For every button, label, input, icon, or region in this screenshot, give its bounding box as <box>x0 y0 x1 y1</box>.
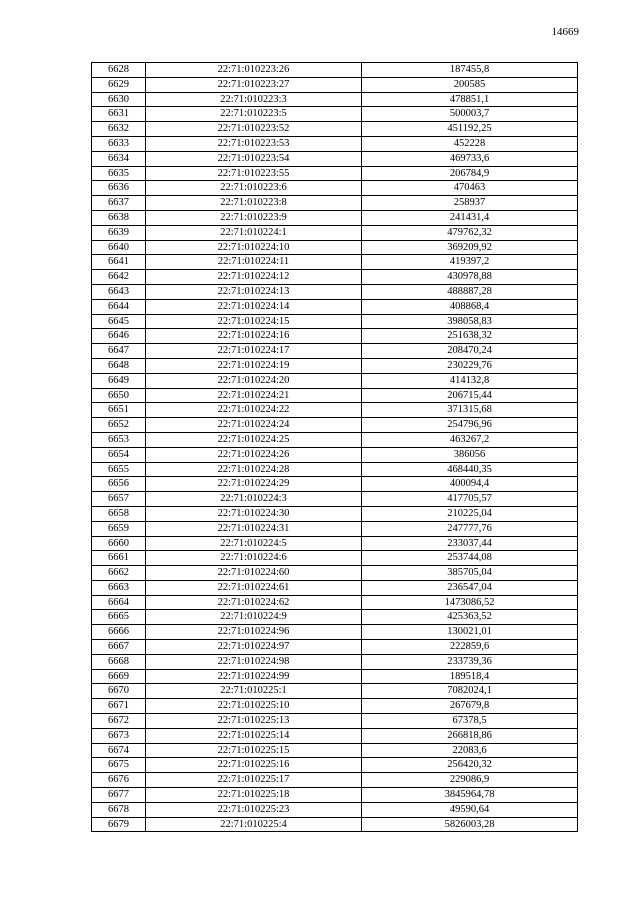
row-number-cell: 6657 <box>92 492 146 507</box>
row-number-cell: 6652 <box>92 418 146 433</box>
table-row <box>92 358 578 373</box>
cadastral-value-cell: 468440,35 <box>362 462 578 477</box>
cadastral-number-cell: 22:71:010224:11 <box>146 255 362 270</box>
row-number-cell: 6665 <box>92 610 146 625</box>
cadastral-number-cell: 22:71:010224:29 <box>146 477 362 492</box>
cadastral-number-cell: 22:71:010224:96 <box>146 625 362 640</box>
row-number-cell: 6661 <box>92 551 146 566</box>
cadastral-value-cell: 247777,76 <box>362 521 578 536</box>
cadastral-value-cell: 452228 <box>362 136 578 151</box>
table-row <box>92 225 578 240</box>
table-row <box>92 743 578 758</box>
cadastral-number-cell: 22:71:010224:62 <box>146 595 362 610</box>
cadastral-number-cell: 22:71:010224:22 <box>146 403 362 418</box>
table-row <box>92 403 578 418</box>
table-row <box>92 388 578 403</box>
cadastral-number-cell: 22:71:010223:55 <box>146 166 362 181</box>
row-number-cell: 6650 <box>92 388 146 403</box>
cadastral-number-cell: 22:71:010223:6 <box>146 181 362 196</box>
table-row <box>92 714 578 729</box>
table-row <box>92 122 578 137</box>
cadastral-number-cell: 22:71:010224:20 <box>146 373 362 388</box>
cadastral-number-cell: 22:71:010225:17 <box>146 773 362 788</box>
table-row <box>92 447 578 462</box>
cadastral-value-cell: 478851,1 <box>362 92 578 107</box>
table-row <box>92 418 578 433</box>
row-number-cell: 6653 <box>92 432 146 447</box>
table-row <box>92 492 578 507</box>
row-number-cell: 6649 <box>92 373 146 388</box>
cadastral-value-cell: 200585 <box>362 77 578 92</box>
table-row <box>92 462 578 477</box>
cadastral-value-cell: 236547,04 <box>362 580 578 595</box>
cadastral-value-cell: 22083,6 <box>362 743 578 758</box>
table-row <box>92 477 578 492</box>
cadastral-value-cell: 206784,9 <box>362 166 578 181</box>
row-number-cell: 6640 <box>92 240 146 255</box>
cadastral-value-cell: 233739,36 <box>362 654 578 669</box>
table-row <box>92 181 578 196</box>
cadastral-number-cell: 22:71:010223:53 <box>146 136 362 151</box>
table-row <box>92 373 578 388</box>
cadastral-number-cell: 22:71:010224:26 <box>146 447 362 462</box>
table-row <box>92 240 578 255</box>
table-body <box>92 63 578 832</box>
cadastral-number-cell: 22:71:010225:16 <box>146 758 362 773</box>
row-number-cell: 6645 <box>92 314 146 329</box>
row-number-cell: 6676 <box>92 773 146 788</box>
row-number-cell: 6639 <box>92 225 146 240</box>
cadastral-number-cell: 22:71:010224:99 <box>146 669 362 684</box>
row-number-cell: 6629 <box>92 77 146 92</box>
cadastral-value-cell: 470463 <box>362 181 578 196</box>
table-row <box>92 270 578 285</box>
cadastral-value-cell: 210225,04 <box>362 506 578 521</box>
cadastral-number-cell: 22:71:010223:8 <box>146 196 362 211</box>
cadastral-value-cell: 408868,4 <box>362 299 578 314</box>
cadastral-value-cell: 400094,4 <box>362 477 578 492</box>
row-number-cell: 6641 <box>92 255 146 270</box>
cadastral-number-cell: 22:71:010224:30 <box>146 506 362 521</box>
cadastral-value-cell: 7082024,1 <box>362 684 578 699</box>
cadastral-value-cell: 233037,44 <box>362 536 578 551</box>
cadastral-value-cell: 469733,6 <box>362 151 578 166</box>
table-row <box>92 284 578 299</box>
row-number-cell: 6637 <box>92 196 146 211</box>
cadastral-value-cell: 371315,68 <box>362 403 578 418</box>
cadastral-number-cell: 22:71:010224:10 <box>146 240 362 255</box>
cadastral-number-cell: 22:71:010224:31 <box>146 521 362 536</box>
row-number-cell: 6642 <box>92 270 146 285</box>
cadastral-number-cell: 22:71:010224:16 <box>146 329 362 344</box>
cadastral-value-table <box>91 62 578 832</box>
cadastral-value-cell: 267679,8 <box>362 699 578 714</box>
cadastral-number-cell: 22:71:010223:27 <box>146 77 362 92</box>
row-number-cell: 6674 <box>92 743 146 758</box>
table-row <box>92 684 578 699</box>
row-number-cell: 6658 <box>92 506 146 521</box>
cadastral-number-cell: 22:71:010223:26 <box>146 63 362 78</box>
table-row <box>92 92 578 107</box>
table-row <box>92 699 578 714</box>
cadastral-value-cell: 430978,88 <box>362 270 578 285</box>
cadastral-value-cell: 500003,7 <box>362 107 578 122</box>
row-number-cell: 6651 <box>92 403 146 418</box>
row-number-cell: 6660 <box>92 536 146 551</box>
table-row <box>92 595 578 610</box>
row-number-cell: 6677 <box>92 788 146 803</box>
cadastral-number-cell: 22:71:010225:1 <box>146 684 362 699</box>
row-number-cell: 6672 <box>92 714 146 729</box>
cadastral-value-cell: 451192,25 <box>362 122 578 137</box>
cadastral-number-cell: 22:71:010224:12 <box>146 270 362 285</box>
row-number-cell: 6679 <box>92 817 146 832</box>
cadastral-value-cell: 488887,28 <box>362 284 578 299</box>
cadastral-number-cell: 22:71:010223:9 <box>146 210 362 225</box>
table-row <box>92 669 578 684</box>
table-row <box>92 506 578 521</box>
cadastral-value-cell: 254796,96 <box>362 418 578 433</box>
row-number-cell: 6628 <box>92 63 146 78</box>
table-row <box>92 344 578 359</box>
cadastral-number-cell: 22:71:010224:61 <box>146 580 362 595</box>
row-number-cell: 6647 <box>92 344 146 359</box>
table-row <box>92 536 578 551</box>
cadastral-value-cell: 206715,44 <box>362 388 578 403</box>
cadastral-value-cell: 398058,83 <box>362 314 578 329</box>
cadastral-value-cell: 67378,5 <box>362 714 578 729</box>
cadastral-number-cell: 22:71:010225:10 <box>146 699 362 714</box>
table-row <box>92 63 578 78</box>
cadastral-number-cell: 22:71:010223:5 <box>146 107 362 122</box>
table-row <box>92 773 578 788</box>
cadastral-value-cell: 49590,64 <box>362 802 578 817</box>
table-row <box>92 196 578 211</box>
cadastral-number-cell: 22:71:010224:3 <box>146 492 362 507</box>
table-row <box>92 625 578 640</box>
cadastral-number-cell: 22:71:010224:5 <box>146 536 362 551</box>
row-number-cell: 6675 <box>92 758 146 773</box>
row-number-cell: 6634 <box>92 151 146 166</box>
table-row <box>92 566 578 581</box>
cadastral-value-cell: 130021,01 <box>362 625 578 640</box>
table-row <box>92 77 578 92</box>
row-number-cell: 6666 <box>92 625 146 640</box>
row-number-cell: 6655 <box>92 462 146 477</box>
cadastral-value-cell: 229086,9 <box>362 773 578 788</box>
row-number-cell: 6669 <box>92 669 146 684</box>
cadastral-number-cell: 22:71:010223:54 <box>146 151 362 166</box>
table-row <box>92 255 578 270</box>
table-row <box>92 580 578 595</box>
table-row <box>92 329 578 344</box>
row-number-cell: 6648 <box>92 358 146 373</box>
row-number-cell: 6664 <box>92 595 146 610</box>
table-row <box>92 136 578 151</box>
cadastral-value-cell: 369209,92 <box>362 240 578 255</box>
row-number-cell: 6667 <box>92 640 146 655</box>
cadastral-value-cell: 258937 <box>362 196 578 211</box>
cadastral-value-cell: 1473086,52 <box>362 595 578 610</box>
cadastral-number-cell: 22:71:010224:6 <box>146 551 362 566</box>
cadastral-number-cell: 22:71:010224:13 <box>146 284 362 299</box>
row-number-cell: 6631 <box>92 107 146 122</box>
cadastral-number-cell: 22:71:010223:3 <box>146 92 362 107</box>
table-row <box>92 610 578 625</box>
row-number-cell: 6656 <box>92 477 146 492</box>
cadastral-number-cell: 22:71:010225:23 <box>146 802 362 817</box>
table-row <box>92 151 578 166</box>
cadastral-number-cell: 22:71:010224:24 <box>146 418 362 433</box>
cadastral-value-cell: 425363,52 <box>362 610 578 625</box>
row-number-cell: 6668 <box>92 654 146 669</box>
cadastral-value-cell: 256420,32 <box>362 758 578 773</box>
row-number-cell: 6635 <box>92 166 146 181</box>
cadastral-value-cell: 208470,24 <box>362 344 578 359</box>
cadastral-number-cell: 22:71:010224:15 <box>146 314 362 329</box>
row-number-cell: 6663 <box>92 580 146 595</box>
row-number-cell: 6662 <box>92 566 146 581</box>
row-number-cell: 6643 <box>92 284 146 299</box>
cadastral-number-cell: 22:71:010225:4 <box>146 817 362 832</box>
cadastral-number-cell: 22:71:010224:28 <box>146 462 362 477</box>
table-row <box>92 107 578 122</box>
table-row <box>92 521 578 536</box>
cadastral-value-cell: 189518,4 <box>362 669 578 684</box>
row-number-cell: 6659 <box>92 521 146 536</box>
cadastral-value-cell: 222859,6 <box>362 640 578 655</box>
cadastral-number-cell: 22:71:010225:14 <box>146 728 362 743</box>
table-row <box>92 802 578 817</box>
cadastral-value-cell: 230229,76 <box>362 358 578 373</box>
cadastral-value-cell: 463267,2 <box>362 432 578 447</box>
table-row <box>92 758 578 773</box>
cadastral-number-cell: 22:71:010224:9 <box>146 610 362 625</box>
table-row <box>92 432 578 447</box>
cadastral-number-cell: 22:71:010224:25 <box>146 432 362 447</box>
cadastral-number-cell: 22:71:010223:52 <box>146 122 362 137</box>
cadastral-value-cell: 251638,32 <box>362 329 578 344</box>
row-number-cell: 6671 <box>92 699 146 714</box>
cadastral-value-cell: 241431,4 <box>362 210 578 225</box>
table-row <box>92 551 578 566</box>
row-number-cell: 6644 <box>92 299 146 314</box>
cadastral-value-cell: 479762,32 <box>362 225 578 240</box>
cadastral-value-cell: 5826003,28 <box>362 817 578 832</box>
cadastral-value-cell: 266818,86 <box>362 728 578 743</box>
row-number-cell: 6654 <box>92 447 146 462</box>
cadastral-number-cell: 22:71:010224:21 <box>146 388 362 403</box>
row-number-cell: 6632 <box>92 122 146 137</box>
cadastral-number-cell: 22:71:010224:1 <box>146 225 362 240</box>
cadastral-value-cell: 3845964,78 <box>362 788 578 803</box>
row-number-cell: 6630 <box>92 92 146 107</box>
row-number-cell: 6646 <box>92 329 146 344</box>
table-row <box>92 299 578 314</box>
table-row <box>92 166 578 181</box>
page-number: 14669 <box>551 26 579 38</box>
table-row <box>92 728 578 743</box>
row-number-cell: 6636 <box>92 181 146 196</box>
table-row <box>92 788 578 803</box>
row-number-cell: 6670 <box>92 684 146 699</box>
row-number-cell: 6633 <box>92 136 146 151</box>
cadastral-value-cell: 419397,2 <box>362 255 578 270</box>
cadastral-number-cell: 22:71:010224:14 <box>146 299 362 314</box>
row-number-cell: 6673 <box>92 728 146 743</box>
table-row <box>92 654 578 669</box>
table-row <box>92 210 578 225</box>
table-row <box>92 640 578 655</box>
cadastral-value-cell: 253744,08 <box>362 551 578 566</box>
cadastral-number-cell: 22:71:010225:15 <box>146 743 362 758</box>
cadastral-number-cell: 22:71:010225:18 <box>146 788 362 803</box>
table-row <box>92 314 578 329</box>
cadastral-number-cell: 22:71:010224:19 <box>146 358 362 373</box>
table-row <box>92 817 578 832</box>
cadastral-value-cell: 187455,8 <box>362 63 578 78</box>
cadastral-value-cell: 385705,04 <box>362 566 578 581</box>
row-number-cell: 6678 <box>92 802 146 817</box>
cadastral-number-cell: 22:71:010224:60 <box>146 566 362 581</box>
cadastral-value-cell: 386056 <box>362 447 578 462</box>
cadastral-value-cell: 417705,57 <box>362 492 578 507</box>
cadastral-number-cell: 22:71:010224:97 <box>146 640 362 655</box>
cadastral-number-cell: 22:71:010224:98 <box>146 654 362 669</box>
cadastral-number-cell: 22:71:010225:13 <box>146 714 362 729</box>
row-number-cell: 6638 <box>92 210 146 225</box>
cadastral-number-cell: 22:71:010224:17 <box>146 344 362 359</box>
cadastral-value-cell: 414132,8 <box>362 373 578 388</box>
